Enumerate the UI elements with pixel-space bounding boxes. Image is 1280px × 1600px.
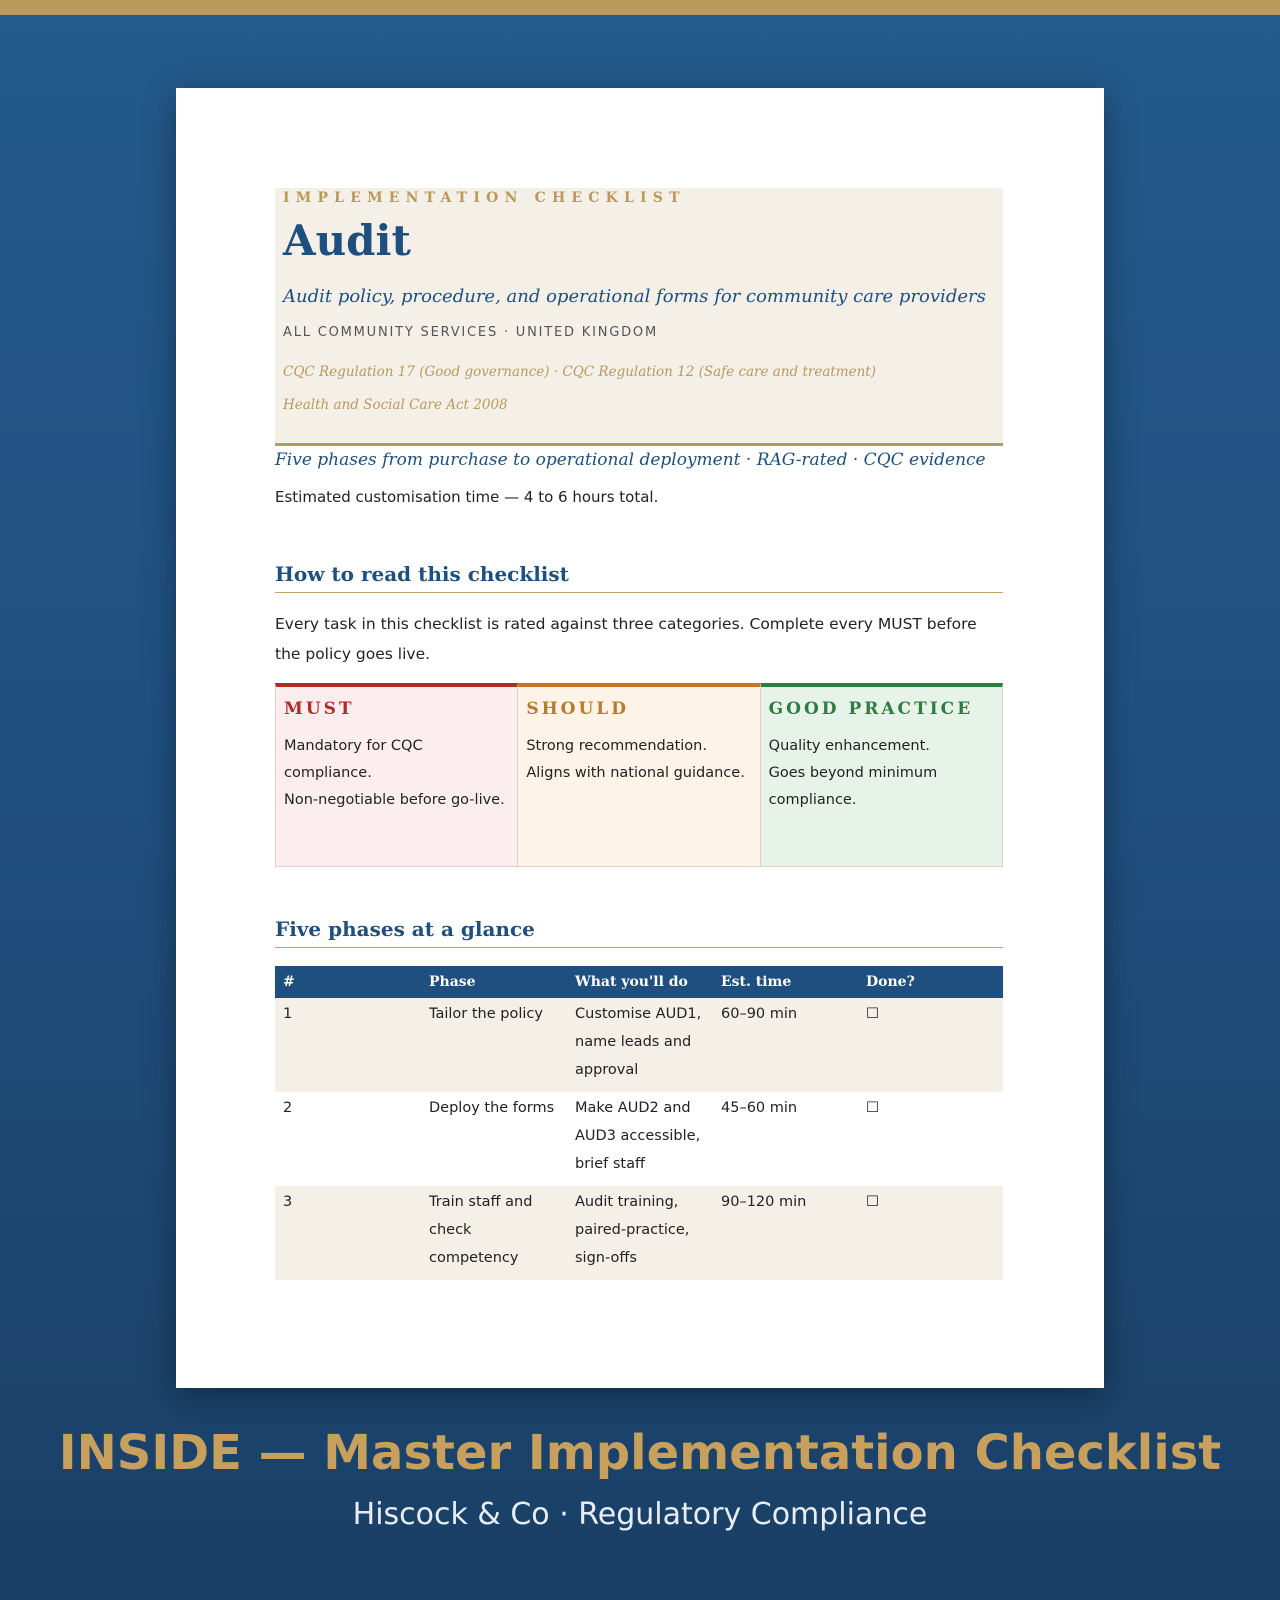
column-header-time: Est. time: [713, 966, 858, 998]
table-row: [275, 1186, 1003, 1280]
top-accent-bar: [0, 0, 1280, 15]
document-header: [275, 188, 1003, 446]
document-title: Audit: [283, 216, 411, 265]
scope-line: ALL COMMUNITY SERVICES · UNITED KINGDOM: [283, 325, 658, 341]
cell-time: 60–90 min: [713, 998, 858, 1092]
cell-phase: Deploy the forms: [421, 1092, 567, 1186]
cell-what: Make AUD2 and AUD3 accessible, brief staff: [567, 1092, 713, 1186]
regulations-line-2: Health and Social Care Act 2008: [283, 397, 508, 414]
how-to-read-intro: Every task in this checklist is rated against three categories. Complete every MUST before the policy goes live.: [275, 615, 977, 663]
rag-desc-must-2: Non-negotiable before go-live.: [284, 792, 505, 808]
footer-title: INSIDE — Master Implementation Checklist: [58, 1425, 1222, 1481]
table-row: [275, 998, 1003, 1092]
table-header-row: [275, 966, 1003, 998]
tagline: Five phases from purchase to operational deployment · RAG-rated · CQC evidence: [275, 450, 986, 470]
table-row: [275, 1092, 1003, 1186]
cell-what: Customise AUD1, name leads and approval: [567, 998, 713, 1092]
rag-label-must: MUST: [284, 699, 355, 719]
footer-subtitle: Hiscock & Co · Regulatory Compliance: [352, 1497, 928, 1532]
document-content: [275, 188, 1003, 1280]
eyebrow-label: IMPLEMENTATION CHECKLIST: [283, 190, 686, 206]
rag-card-good-practice: [761, 683, 1003, 867]
cell-number: 2: [275, 1092, 421, 1186]
rag-desc-should-2: Aligns with national guidance.: [526, 765, 745, 781]
rag-card-must: [275, 683, 518, 867]
cell-number: 3: [275, 1186, 421, 1280]
rag-label-good-practice: GOOD PRACTICE: [768, 699, 974, 719]
column-header-what: What you'll do: [567, 966, 713, 998]
cell-phase: Tailor the policy: [421, 998, 567, 1092]
cell-time: 90–120 min: [713, 1186, 858, 1280]
document-page: [176, 88, 1104, 1388]
cell-phase: Train staff and check competency: [421, 1186, 567, 1280]
column-header-done: Done?: [858, 966, 1003, 998]
done-checkbox[interactable]: ☐: [858, 998, 1003, 1092]
rag-desc-good-practice-2: Goes beyond minimum compliance.: [768, 765, 938, 808]
rag-desc-must-1: Mandatory for CQC compliance.: [284, 738, 423, 781]
column-header-phase: Phase: [421, 966, 567, 998]
cell-time: 45–60 min: [713, 1092, 858, 1186]
rag-card-should: [518, 683, 760, 867]
done-checkbox[interactable]: ☐: [858, 1186, 1003, 1280]
cell-number: 1: [275, 998, 421, 1092]
rag-desc-good-practice-1: Quality enhancement.: [768, 738, 930, 754]
regulations: [283, 356, 995, 422]
document-subtitle: Audit policy, procedure, and operational forms for community care providers: [283, 286, 986, 308]
cell-what: Audit training, paired-practice, sign-offs: [567, 1186, 713, 1280]
section-heading-phases: Five phases at a glance: [275, 917, 1003, 948]
phases-table: [275, 966, 1003, 1280]
regulations-line-1: CQC Regulation 17 (Good governance) · CQC Regulation 12 (Safe care and treatment): [283, 364, 876, 381]
time-estimate: Estimated customisation time — 4 to 6 hours total.: [275, 488, 659, 506]
rag-desc-should-1: Strong recommendation.: [526, 738, 707, 754]
rag-legend: [275, 683, 1003, 867]
column-header-number: #: [275, 966, 421, 998]
done-checkbox[interactable]: ☐: [858, 1092, 1003, 1186]
rag-label-should: SHOULD: [526, 699, 629, 719]
section-heading-how-to-read: How to read this checklist: [275, 562, 1003, 593]
